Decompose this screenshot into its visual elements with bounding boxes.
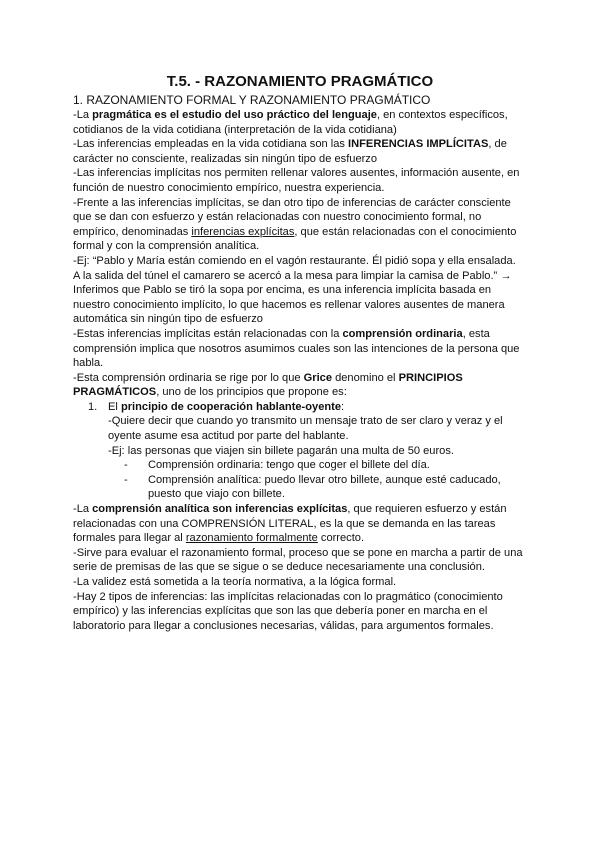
paragraph-comprension-analitica: -La comprensión analítica son inferencias explícitas, que requieren esfuerzo y están relacionadas con una COMPRENSIÓN LITERAL, es la que se demanda en las tareas formales para llegar al razonamiento formalmente correcto. [73,503,507,545]
paragraph-grice: -Esta comprensión ordinaria se rige por lo que Grice denomino el PRINCIPIOS PRAGMÁTICOS, uno de los principios que propone es: [73,371,463,399]
paragraph-validez: -La validez está sometida a la teoría normativa, a la lógica formal. [73,576,397,588]
paragraph-comprension-ordinaria: -Estas inferencias implícitas están relacionadas con la comprensión ordinaria, esta comprensión implica que nosotros asumimos cuales son las intenciones de la persona que habla. [73,327,520,370]
list-item: 1. El principio de cooperación hablante-oyente: [88,400,345,413]
page-title: T.5. - RAZONAMIENTO PRAGMÁTICO [166,73,434,90]
section-heading: 1. RAZONAMIENTO FORMAL Y RAZONAMIENTO PRAGMÁTICO [73,93,431,107]
dash-item: - Comprensión ordinaria: tengo que coger el billete del día. [124,459,430,472]
list-sub-paragraph: -Quiere decir que cuando yo transmito un mensaje trato de ser claro y veraz y el oyente asume esa actitud por parte del hablante. [108,415,503,443]
paragraph-razonamiento-formal: -Sirve para evaluar el razonamiento formal, proceso que se pone en marcha a partir de una serie de premisas de las que se sigue o se deduce necesariamente una conclusión. [73,546,523,574]
dash-item: - Comprensión analítica: puedo llevar otro billete, aunque esté caducado, puesto que viajo con billete. [124,473,501,501]
paragraph-inferencias-implicitas: -Las inferencias empleadas en la vida cotidiana son las INFERENCIAS IMPLÍCITAS, de carácter no consciente, realizadas sin ningún tipo de esfuerzo [73,138,507,165]
paragraph-ejemplo: -Ej: “Pablo y María están comiendo en el vagón restaurante. Él pidió sopa y ella ensalada. A la salida del túnel el camarero se acercó a la mesa para limpiar la camisa de Pablo.” → Inferimos que Pablo se tiró la sopa por encima, es una inferencia implícita basada en nuestro conocimiento implícito, lo que hacemos es rellenar valores ausentes de manera automática sin ningún tipo de esfuerzo [73,254,516,326]
paragraph-tipos-inferencias: -Hay 2 tipos de inferencias: las implícitas relacionadas con lo pragmático (conocimiento empírico) y las inferencias explícitas que son las que debería poner en marcha en el laboratorio para llegar a conclusiones necesarias, válidas, para argumentos formales. [73,590,503,632]
numbered-list [73,400,525,502]
document-body [73,93,525,633]
list-sub-example: -Ej: las personas que viajen sin billete pagarán una multa de 50 euros. [108,444,454,457]
paragraph-pragmatica: -La pragmática es el estudio del uso práctico del lenguaje, en contextos específicos, cotidianos de la vida cotidiana (interpretación de la vida cotidiana) [73,109,508,136]
paragraph-inferencias-explicitas: -Frente a las inferencias implícitas, se dan otro tipo de inferencias de carácter consciente que se dan con esfuerzo y están relacionadas con nuestro conocimiento formal, no empírico, denominadas inferencias explícitas, que están relacionadas con el conocimiento formal y con la comprensión analítica. [73,196,517,253]
paragraph-valores-ausentes: -Las inferencias implícitas nos permiten rellenar valores ausentes, información ausente, en función de nuestro conocimiento empírico, nuestra experiencia. [73,167,520,194]
